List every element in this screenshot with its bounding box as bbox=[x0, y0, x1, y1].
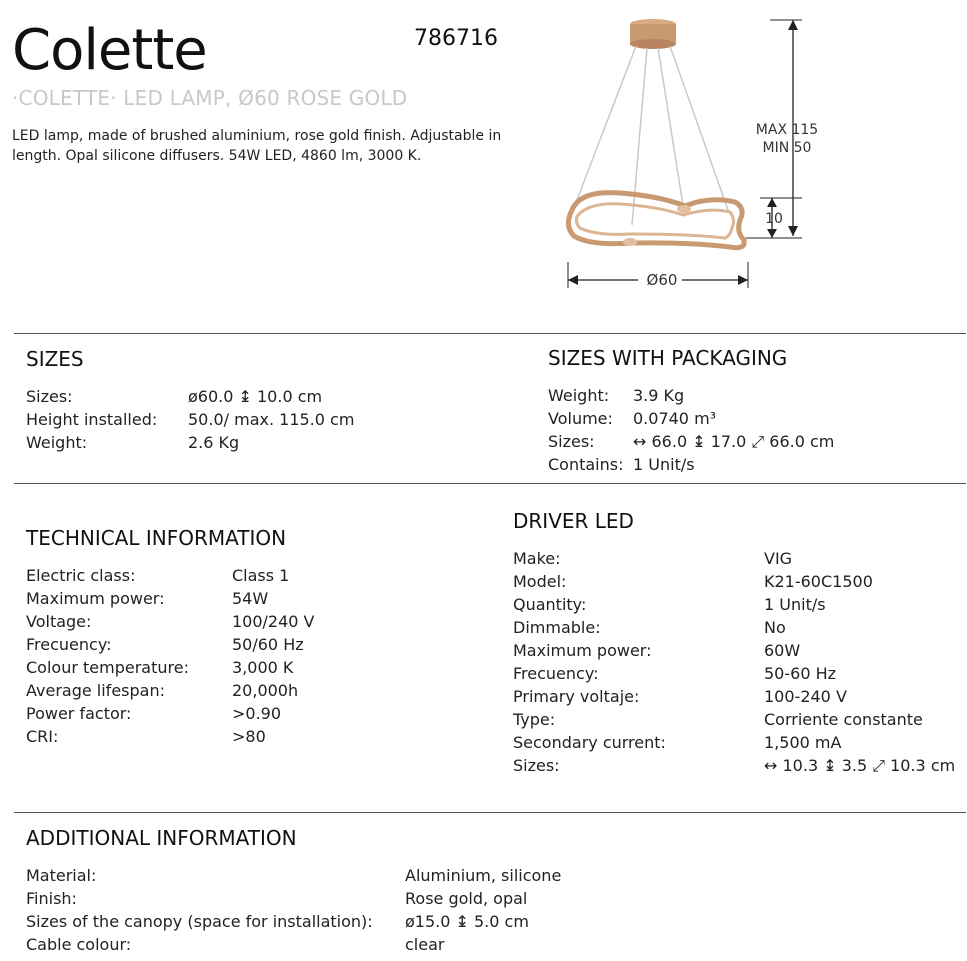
driver-value: No bbox=[764, 618, 786, 637]
additional-label: Cable colour: bbox=[26, 935, 132, 954]
driver-value: Corriente constante bbox=[764, 710, 923, 729]
driver-value: 1 Unit/s bbox=[764, 595, 826, 614]
additional-label: Sizes of the canopy (space for installation): bbox=[26, 912, 373, 931]
packaging-value: 3.9 Kg bbox=[633, 386, 685, 405]
driver-heading: DRIVER LED bbox=[513, 509, 634, 533]
technical-row bbox=[26, 633, 486, 656]
sizes-value: 50.0/ max. 115.0 cm bbox=[188, 410, 355, 429]
driver-value: 60W bbox=[764, 641, 801, 660]
technical-label: Power factor: bbox=[26, 704, 132, 723]
driver-label: Model: bbox=[513, 572, 567, 591]
driver-label: Sizes: bbox=[513, 756, 560, 775]
arrow-down-icon bbox=[788, 226, 798, 236]
packaging-heading: SIZES WITH PACKAGING bbox=[548, 346, 788, 370]
packaging-value: 1 Unit/s bbox=[633, 455, 695, 474]
driver-label: Make: bbox=[513, 549, 561, 568]
driver-row bbox=[513, 685, 958, 708]
packaging-row bbox=[548, 407, 958, 430]
led-ring-outer bbox=[568, 193, 744, 248]
driver-row bbox=[513, 731, 958, 754]
sizes-label: Sizes: bbox=[26, 387, 73, 406]
additional-table bbox=[26, 864, 946, 956]
additional-label: Finish: bbox=[26, 889, 77, 908]
technical-label: Voltage: bbox=[26, 612, 92, 631]
sizes-label: Weight: bbox=[26, 433, 88, 452]
product-code: 786716 bbox=[414, 26, 498, 51]
additional-value: Rose gold, opal bbox=[405, 889, 528, 908]
technical-row bbox=[26, 656, 486, 679]
divider bbox=[14, 483, 966, 484]
arrow-up-icon bbox=[788, 20, 798, 30]
technical-label: Maximum power: bbox=[26, 589, 165, 608]
technical-row bbox=[26, 610, 486, 633]
product-description: LED lamp, made of brushed aluminium, rose gold finish. Adjustable in length. Opal silicone diffusers. 54W LED, 4860 lm, 3000 K. bbox=[12, 128, 502, 164]
driver-row bbox=[513, 547, 958, 570]
technical-label: Electric class: bbox=[26, 566, 136, 585]
technical-label: Colour temperature: bbox=[26, 658, 189, 677]
packaging-label: Contains: bbox=[548, 455, 624, 474]
technical-value: 50/60 Hz bbox=[232, 635, 304, 654]
additional-row bbox=[26, 864, 946, 887]
packaging-value: ↔ 66.0 ↨ 17.0 ⤢ 66.0 cm bbox=[633, 432, 835, 451]
driver-value: K21-60C1500 bbox=[764, 572, 873, 591]
technical-row bbox=[26, 725, 486, 748]
driver-label: Type: bbox=[513, 710, 556, 729]
sizes-heading: SIZES bbox=[26, 347, 84, 371]
additional-value: clear bbox=[405, 935, 445, 954]
technical-table bbox=[26, 564, 486, 748]
driver-row bbox=[513, 754, 958, 777]
sizes-value: ø60.0 ↨ 10.0 cm bbox=[188, 387, 323, 406]
technical-row bbox=[26, 679, 486, 702]
packaging-row bbox=[548, 384, 958, 407]
driver-label: Dimmable: bbox=[513, 618, 601, 637]
packaging-value: 0.0740 m³ bbox=[633, 409, 717, 428]
additional-row bbox=[26, 887, 946, 910]
divider bbox=[14, 812, 966, 813]
packaging-label: Sizes: bbox=[548, 432, 595, 451]
sizes-row bbox=[26, 385, 486, 408]
additional-label: Material: bbox=[26, 866, 97, 885]
packaging-row bbox=[548, 453, 958, 476]
product-title: Colette bbox=[12, 18, 207, 83]
packaging-label: Volume: bbox=[548, 409, 613, 428]
packaging-table bbox=[548, 384, 958, 476]
technical-value: >0.90 bbox=[232, 704, 282, 723]
driver-table bbox=[513, 547, 958, 777]
height-label-min: MIN 50 bbox=[762, 140, 812, 156]
additional-row bbox=[26, 933, 946, 956]
driver-label: Frecuency: bbox=[513, 664, 599, 683]
additional-heading: ADDITIONAL INFORMATION bbox=[26, 826, 297, 850]
technical-value: 3,000 K bbox=[232, 658, 294, 677]
additional-value: Aluminium, silicone bbox=[405, 866, 562, 885]
driver-value: 50-60 Hz bbox=[764, 664, 837, 683]
driver-label: Quantity: bbox=[513, 595, 587, 614]
ring-joint bbox=[623, 238, 637, 246]
technical-value: >80 bbox=[232, 727, 266, 746]
led-ring-inner bbox=[576, 204, 733, 238]
sizes-table bbox=[26, 385, 486, 454]
product-subtitle: ·COLETTE· LED LAMP, Ø60 ROSE GOLD bbox=[12, 86, 408, 110]
driver-value: ↔ 10.3 ↨ 3.5 ⤢ 10.3 cm bbox=[764, 756, 956, 775]
driver-value: 100-240 V bbox=[764, 687, 847, 706]
canopy-bottom bbox=[630, 39, 676, 49]
diameter-label: Ø60 bbox=[646, 271, 678, 289]
technical-label: Average lifespan: bbox=[26, 681, 165, 700]
technical-value: 54W bbox=[232, 589, 269, 608]
technical-row bbox=[26, 587, 486, 610]
cable bbox=[575, 46, 636, 205]
driver-row bbox=[513, 593, 958, 616]
additional-value: ø15.0 ↨ 5.0 cm bbox=[405, 912, 529, 931]
cable bbox=[632, 48, 647, 225]
technical-row bbox=[26, 564, 486, 587]
arrow-down-icon bbox=[767, 229, 777, 238]
driver-value: 1,500 mA bbox=[764, 733, 842, 752]
driver-label: Secondary current: bbox=[513, 733, 666, 752]
lamp-dimension-drawing bbox=[550, 10, 830, 300]
driver-row bbox=[513, 616, 958, 639]
cable bbox=[670, 46, 728, 210]
sizes-row bbox=[26, 431, 486, 454]
arrow-left-icon bbox=[568, 275, 578, 285]
technical-value: 20,000h bbox=[232, 681, 299, 700]
technical-heading: TECHNICAL INFORMATION bbox=[26, 526, 287, 550]
driver-row bbox=[513, 708, 958, 731]
driver-label: Primary voltaje: bbox=[513, 687, 640, 706]
driver-label: Maximum power: bbox=[513, 641, 652, 660]
ring-joint bbox=[677, 205, 691, 213]
sizes-row bbox=[26, 408, 486, 431]
height-label-max: MAX 115 bbox=[755, 122, 819, 138]
technical-row bbox=[26, 702, 486, 725]
packaging-label: Weight: bbox=[548, 386, 610, 405]
sizes-value: 2.6 Kg bbox=[188, 433, 240, 452]
technical-value: Class 1 bbox=[232, 566, 290, 585]
driver-row bbox=[513, 639, 958, 662]
technical-value: 100/240 V bbox=[232, 612, 315, 631]
technical-label: Frecuency: bbox=[26, 635, 112, 654]
driver-row bbox=[513, 662, 958, 685]
additional-row bbox=[26, 910, 946, 933]
ring-height-label: 10 bbox=[765, 211, 783, 227]
technical-label: CRI: bbox=[26, 727, 59, 746]
packaging-row bbox=[548, 430, 958, 453]
driver-value: VIG bbox=[764, 549, 793, 568]
driver-row bbox=[513, 570, 958, 593]
arrow-right-icon bbox=[738, 275, 748, 285]
sizes-label: Height installed: bbox=[26, 410, 158, 429]
divider bbox=[14, 333, 966, 334]
arrow-up-icon bbox=[767, 198, 777, 207]
